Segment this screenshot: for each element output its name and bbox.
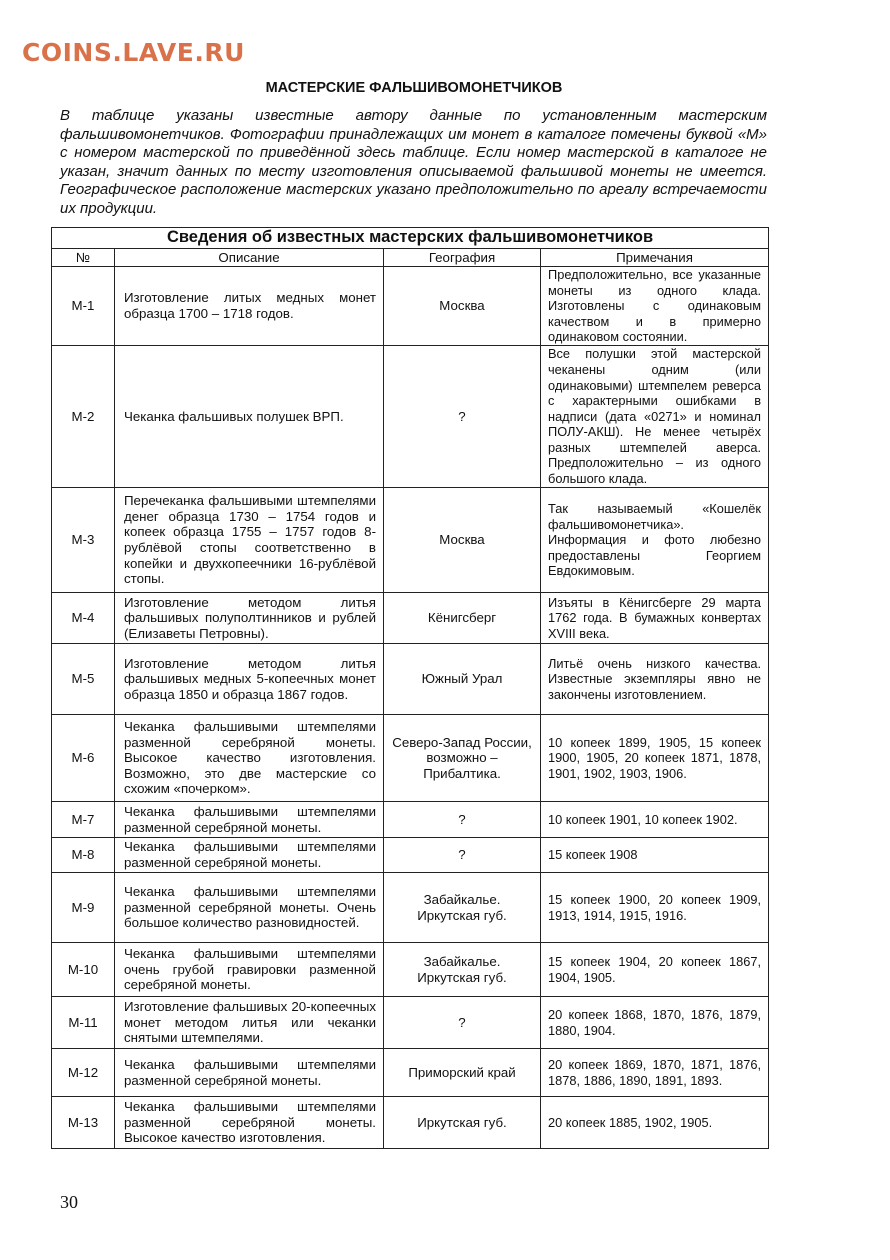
page-number: 30 [60,1192,78,1212]
table-row [52,346,769,488]
row-number: М-7 [52,802,115,838]
row-number: М-2 [52,346,115,488]
workshops-table [51,227,769,1149]
header-description: Описание [115,249,384,267]
site-watermark: COINS.LAVE.RU [22,38,245,67]
table-row [52,488,769,593]
row-geography: ? [384,997,541,1049]
row-description: Изготовление фальшивых 20-копеечных монет методом литья или чеканки снятыми штемпелями. [115,997,384,1049]
row-number: М-8 [52,838,115,873]
table-row [52,715,769,802]
row-notes: 15 копеек 1900, 20 копеек 1909, 1913, 1914, 1915, 1916. [541,873,769,943]
table-row [52,943,769,997]
table-row [52,838,769,873]
row-geography: Москва [384,267,541,346]
row-geography: Москва [384,488,541,593]
row-notes: 20 копеек 1885, 1902, 1905. [541,1097,769,1149]
row-number: М-13 [52,1097,115,1149]
header-number: № [52,249,115,267]
row-description: Изготовление методом литья фальшивых полуполтинников и рублей (Елизаветы Петровны). [115,593,384,644]
row-notes: Все полушки этой мастерской чеканены одним (или одинаковыми) штемпелем реверса с характерными ошибками в надписи (дата «0271» и номинал ПОЛУ-АКШ). Не менее четырёх разных штемпелей аверса. Предположительно – из одного большого клада. [541,346,769,488]
row-description: Чеканка фальшивыми штемпелями разменной серебряной монеты. Высокое качество изготовления. Возможно, это две мастерские со схожим «почерком». [115,715,384,802]
table-row [52,802,769,838]
row-geography: Северо-Запад России, возможно – Прибалтика. [384,715,541,802]
row-geography: ? [384,802,541,838]
row-notes: Так называемый «Кошелёк фальшивомонетчика». Информация и фото любезно предоставлены Георгием Евдокимовым. [541,488,769,593]
table-caption: Сведения об известных мастерских фальшивомонетчиков [52,228,769,249]
row-number: М-9 [52,873,115,943]
row-description: Чеканка фальшивыми штемпелями разменной серебряной монеты. Очень большое количество разновидностей. [115,873,384,943]
row-description: Чеканка фальшивыми штемпелями разменной серебряной монеты. Высокое качество изготовления. [115,1097,384,1149]
table-row [52,873,769,943]
header-geography: География [384,249,541,267]
page-title: МАСТЕРСКИЕ ФАЛЬШИВОМОНЕТЧИКОВ [265,80,563,96]
row-description: Чеканка фальшивыми штемпелями разменной серебряной монеты. [115,838,384,873]
row-number: М-3 [52,488,115,593]
row-notes: 20 копеек 1869, 1870, 1871, 1876, 1878, 1886, 1890, 1891, 1893. [541,1049,769,1097]
intro-paragraph: В таблице указаны известные автору данные по установленным мастерским фальшивомонетчиков. Фотографии принадлежащих им монет в каталоге помечены буквой «М» с номером мастерской по приведённой здесь таблице. Если номер мастерской в каталоге не указан, значит данных по месту изготовления описываемой фальшивой монеты не имеется. Географическое расположение мастерских указано предположительно по ареалу встречаемости их продукции. [60,107,767,217]
row-number: М-10 [52,943,115,997]
row-description: Чеканка фальшивыми штемпелями разменной серебряной монеты. [115,802,384,838]
row-geography: Южный Урал [384,644,541,715]
row-number: М-6 [52,715,115,802]
row-notes: 20 копеек 1868, 1870, 1876, 1879, 1880, 1904. [541,997,769,1049]
table-row [52,593,769,644]
row-geography: Забайкалье. Иркутская губ. [384,873,541,943]
row-description: Чеканка фальшивыми штемпелями разменной серебряной монеты. [115,1049,384,1097]
row-geography: Кёнигсберг [384,593,541,644]
row-description: Чеканка фальшивыми штемпелями очень грубой гравировки разменной серебряной монеты. [115,943,384,997]
row-geography: Забайкалье. Иркутская губ. [384,943,541,997]
header-notes: Примечания [541,249,769,267]
row-notes: Предположительно, все указанные монеты из одного клада. Изготовлены с одинаковым качеством и в примерно одинаковом состоянии. [541,267,769,346]
row-notes: 10 копеек 1899, 1905, 15 копеек 1900, 1905, 20 копеек 1871, 1878, 1901, 1902, 1903, 1906. [541,715,769,802]
row-description: Изготовление методом литья фальшивых медных 5-копеечных монет образца 1850 и образца 1867 годов. [115,644,384,715]
row-number: М-12 [52,1049,115,1097]
row-geography: ? [384,838,541,873]
row-number: М-1 [52,267,115,346]
row-number: М-11 [52,997,115,1049]
row-geography: Приморский край [384,1049,541,1097]
row-description: Перечеканка фальшивыми штемпелями денег образца 1730 – 1754 годов и копеек образца 1755 – 1757 годов 8-рублёвой стопы соответственно в копейки и двухкопеечники 16-рублёвой стопы. [115,488,384,593]
row-notes: Литьё очень низкого качества. Известные экземпляры явно не закончены изготовлением. [541,644,769,715]
row-notes: Изъяты в Кёнигсберге 29 марта 1762 года. В бумажных конвертах XVIII века. [541,593,769,644]
table-row [52,644,769,715]
table-row [52,1049,769,1097]
row-notes: 10 копеек 1901, 10 копеек 1902. [541,802,769,838]
row-number: М-4 [52,593,115,644]
row-description: Изготовление литых медных монет образца 1700 – 1718 годов. [115,267,384,346]
row-description: Чеканка фальшивых полушек ВРП. [115,346,384,488]
row-notes: 15 копеек 1904, 20 копеек 1867, 1904, 1905. [541,943,769,997]
table-row [52,997,769,1049]
table-row [52,267,769,346]
table-header-row [52,249,769,267]
row-geography: ? [384,346,541,488]
table-row [52,1097,769,1149]
row-notes: 15 копеек 1908 [541,838,769,873]
row-number: М-5 [52,644,115,715]
row-geography: Иркутская губ. [384,1097,541,1149]
